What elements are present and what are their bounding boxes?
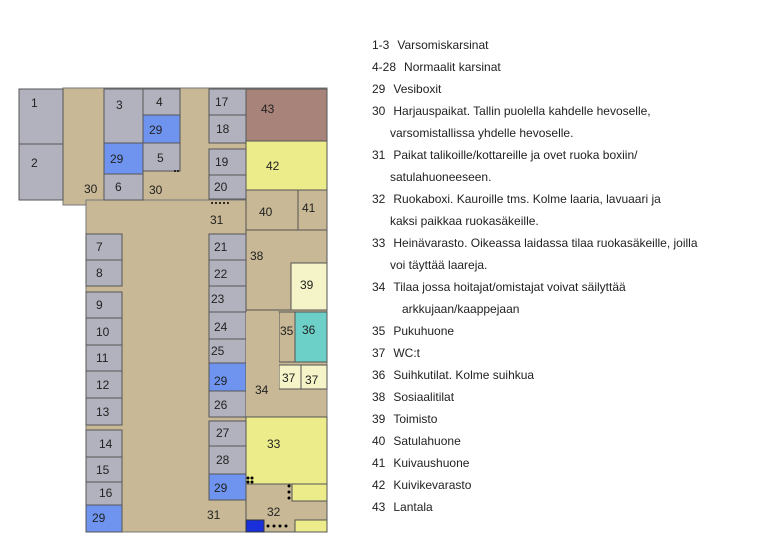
svg-text:21: 21 bbox=[214, 240, 228, 254]
legend-item: 43 Lantala bbox=[372, 500, 433, 514]
legend-item: 1-3 Varsomiskarsinat bbox=[372, 38, 489, 52]
svg-text:26: 26 bbox=[214, 398, 228, 412]
water-box bbox=[143, 115, 180, 143]
stall-box bbox=[209, 115, 246, 143]
stall-box bbox=[86, 234, 122, 260]
svg-text:3: 3 bbox=[116, 98, 123, 112]
stall-box bbox=[86, 457, 122, 482]
svg-text:29: 29 bbox=[110, 152, 124, 166]
stall-box bbox=[143, 89, 180, 115]
legend-item: 32 Ruokaboxi. Kauroille tms. Kolme laaria, lavuaari ja kaksi paikkaa ruokasäkeille. bbox=[372, 192, 661, 228]
stall-box bbox=[19, 144, 63, 200]
stall-box bbox=[86, 398, 122, 425]
stall-box bbox=[209, 421, 246, 446]
legend-item: 35 Pukuhuone bbox=[372, 324, 455, 338]
svg-text:22: 22 bbox=[214, 267, 228, 281]
svg-text:18: 18 bbox=[216, 122, 230, 136]
legend-item: 36 Suihkutilat. Kolme suihkua bbox=[372, 368, 535, 382]
svg-text:29: 29 bbox=[92, 511, 106, 525]
svg-text:38: 38 bbox=[250, 249, 264, 263]
area-label-grooming: 30 bbox=[84, 182, 98, 196]
room-manure bbox=[246, 89, 327, 141]
legend-item: 34 Tilaa jossa hoitajat/omistajat voivat säilyttää arkkujaan/kaappejaan bbox=[372, 280, 626, 316]
room-wc bbox=[279, 365, 301, 389]
stall-box bbox=[86, 260, 122, 286]
legend-item: 31 Paikat talikoille/kottareille ja ovet ruoka boxiin/ satulahuoneeseen. bbox=[372, 148, 638, 184]
stall-box bbox=[86, 318, 122, 345]
legend-list bbox=[372, 34, 764, 518]
svg-text:25: 25 bbox=[211, 344, 225, 358]
stall-box bbox=[209, 446, 246, 474]
svg-text:33: 33 bbox=[267, 437, 281, 451]
svg-text:43: 43 bbox=[261, 102, 275, 116]
svg-text:15: 15 bbox=[96, 463, 110, 477]
svg-text:13: 13 bbox=[96, 405, 110, 419]
svg-text:39: 39 bbox=[300, 278, 314, 292]
stall-box bbox=[209, 286, 246, 312]
feed-bin bbox=[295, 520, 327, 532]
svg-text:29: 29 bbox=[214, 374, 228, 388]
svg-text:27: 27 bbox=[216, 426, 230, 440]
room-saddle bbox=[246, 190, 298, 230]
svg-text:12: 12 bbox=[96, 378, 110, 392]
legend-item: 41 Kuivaushuone bbox=[372, 456, 470, 470]
stall-box bbox=[143, 143, 180, 171]
svg-text:41: 41 bbox=[302, 201, 316, 215]
stall-box bbox=[209, 89, 246, 115]
room-office bbox=[291, 263, 327, 310]
legend-item: 30 Harjauspaikat. Tallin puolella kahdelle hevoselle, varsomistallissa yhdelle hevoselle. bbox=[372, 104, 651, 140]
legend-item: 37 WC:t bbox=[372, 346, 421, 360]
feed-bin bbox=[292, 484, 327, 501]
legend-item: 29 Vesiboxit bbox=[372, 82, 442, 96]
svg-text:20: 20 bbox=[214, 180, 228, 194]
room-hay-storage bbox=[246, 417, 327, 484]
room-bedding-storage bbox=[246, 141, 327, 190]
room-wc bbox=[301, 365, 327, 389]
svg-text:23: 23 bbox=[211, 292, 225, 306]
svg-text:6: 6 bbox=[115, 180, 122, 194]
svg-text:2: 2 bbox=[31, 156, 38, 170]
svg-text:42: 42 bbox=[266, 159, 280, 173]
area-label-tool-place: 31 bbox=[210, 213, 224, 227]
svg-text:5: 5 bbox=[157, 151, 164, 165]
svg-text:11: 11 bbox=[96, 351, 109, 365]
svg-text:4: 4 bbox=[156, 95, 163, 109]
svg-text:19: 19 bbox=[215, 155, 229, 169]
stall-box bbox=[209, 149, 246, 175]
svg-text:37: 37 bbox=[282, 371, 296, 385]
legend-item: 40 Satulahuone bbox=[372, 434, 461, 448]
svg-text:16: 16 bbox=[99, 486, 113, 500]
svg-text:28: 28 bbox=[216, 453, 230, 467]
stall-box bbox=[209, 175, 246, 199]
stall-box bbox=[209, 312, 246, 339]
legend-item: 39 Toimisto bbox=[372, 412, 438, 426]
svg-text:14: 14 bbox=[99, 437, 113, 451]
water-box bbox=[209, 474, 246, 500]
stall-box bbox=[209, 339, 246, 363]
room-storage-area bbox=[246, 312, 279, 417]
stall-box bbox=[104, 174, 143, 200]
svg-text:40: 40 bbox=[259, 205, 273, 219]
room-showers bbox=[295, 312, 327, 362]
water-box bbox=[86, 505, 122, 532]
stall-box bbox=[209, 260, 246, 286]
legend-item: 33 Heinävarasto. Oikeassa laidassa tilaa ruokasäkeille, joilla voi täyttää laareja. bbox=[372, 236, 698, 272]
room-drying bbox=[298, 190, 327, 230]
svg-text:1: 1 bbox=[31, 96, 38, 110]
legend-item: 38 Sosiaalitilat bbox=[372, 390, 455, 404]
water-box bbox=[104, 143, 143, 174]
stall-box bbox=[86, 345, 122, 371]
svg-text:35: 35 bbox=[280, 324, 294, 338]
svg-text:29: 29 bbox=[214, 481, 228, 495]
stall-box bbox=[209, 391, 246, 417]
svg-text:10: 10 bbox=[96, 325, 110, 339]
legend-item: 42 Kuivikevarasto bbox=[372, 478, 472, 492]
stable-floor-plan bbox=[0, 0, 340, 543]
legend-item: 4-28 Normaalit karsinat bbox=[372, 60, 501, 74]
stall-box bbox=[86, 482, 122, 505]
svg-text:29: 29 bbox=[149, 123, 163, 137]
stall-box bbox=[209, 234, 246, 260]
svg-text:36: 36 bbox=[302, 323, 316, 337]
svg-text:24: 24 bbox=[214, 320, 228, 334]
svg-text:37: 37 bbox=[305, 373, 319, 387]
stall-box bbox=[86, 430, 122, 457]
stall-box bbox=[86, 371, 122, 398]
stall-box bbox=[19, 89, 63, 144]
svg-text:34: 34 bbox=[255, 383, 269, 397]
svg-text:32: 32 bbox=[267, 505, 281, 519]
svg-text:17: 17 bbox=[215, 95, 229, 109]
area-label-tool-place: 31 bbox=[207, 508, 221, 522]
svg-text:9: 9 bbox=[96, 298, 103, 312]
room-changing bbox=[279, 312, 295, 362]
area-label-grooming: 30 bbox=[149, 183, 163, 197]
svg-text:8: 8 bbox=[96, 266, 103, 280]
sink-square bbox=[246, 520, 264, 532]
stall-box bbox=[104, 89, 143, 143]
stall-box bbox=[86, 292, 122, 318]
svg-text:7: 7 bbox=[96, 240, 103, 254]
water-box bbox=[209, 363, 246, 391]
